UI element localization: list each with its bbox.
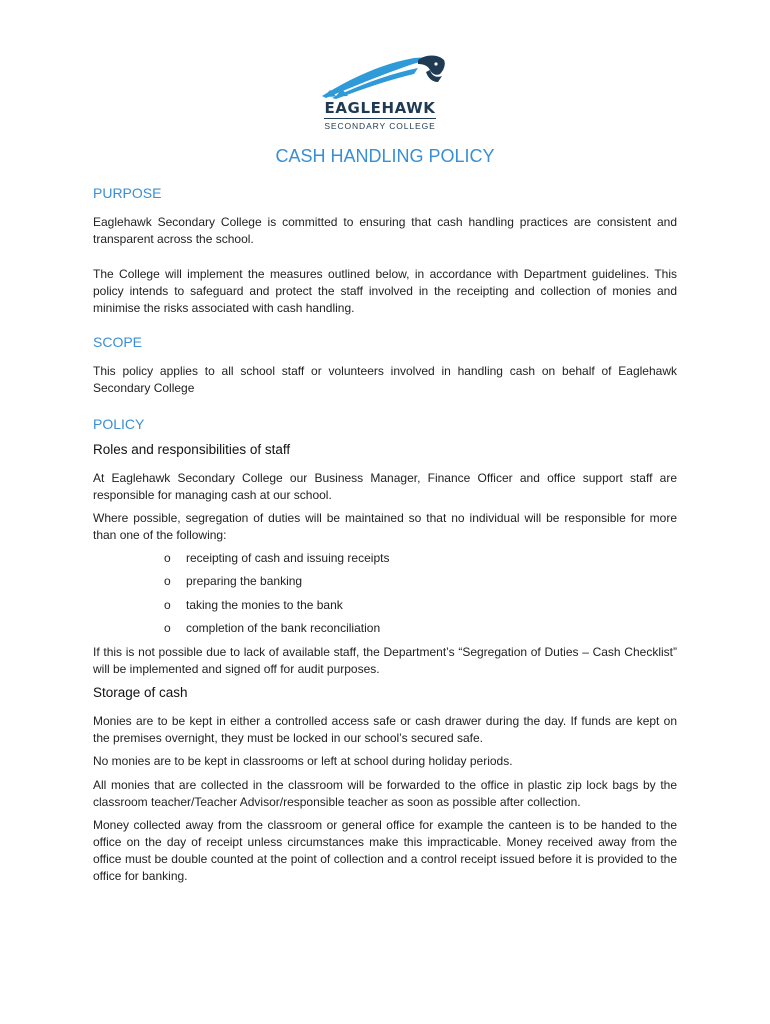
eagle-logo-icon (318, 52, 448, 102)
scope-paragraph: This policy applies to all school staff or volunteers involved in handling cash on behalf of Eaglehawk Secondary College (93, 364, 677, 395)
list-item-text: receipting of cash and issuing receipts (186, 551, 390, 565)
storage-paragraph-2: No monies are to be kept in classrooms or left at school during holiday periods. (93, 754, 513, 768)
college-logo (318, 52, 448, 134)
bullet-icon: o (164, 574, 171, 588)
storage-paragraph-1: Monies are to be kept in either a controlled access safe or cash drawer during the day. If funds are kept on the premises overnight, they must be locked in our school’s secured safe. (93, 714, 677, 745)
bullet-icon: o (164, 621, 171, 635)
storage-subheading: Storage of cash (93, 685, 188, 700)
purpose-paragraph-2: The College will implement the measures outlined below, in accordance with Department guidelines. This policy intends to safeguard and protect the staff involved in the receipting and collection of monies and minimise the risks associated with cash handling. (93, 267, 677, 315)
scope-heading: SCOPE (93, 334, 143, 350)
roles-subheading: Roles and responsibilities of staff (93, 442, 291, 457)
list-item (164, 550, 389, 567)
list-item-text: preparing the banking (186, 574, 303, 588)
roles-paragraph-3: If this is not possible due to lack of available staff, the Department’s “Segregation of Duties – Cash Checklist” will be implemented and signed off for audit purposes. (93, 645, 677, 676)
document-title: CASH HANDLING POLICY (275, 146, 495, 166)
list-item (164, 573, 302, 590)
policy-heading: POLICY (93, 416, 145, 432)
roles-paragraph-1: At Eaglehawk Secondary College our Business Manager, Finance Officer and office support staff are responsible for managing cash at our school. (93, 471, 677, 502)
bullet-icon: o (164, 598, 171, 612)
purpose-heading: PURPOSE (93, 185, 162, 201)
logo-subtitle: SECONDARY COLLEGE (324, 121, 436, 131)
purpose-paragraph-1: Eaglehawk Secondary College is committed to ensuring that cash handling practices are consistent and transparent across the school. (93, 215, 677, 246)
list-item-text: taking the monies to the bank (186, 598, 343, 612)
bullet-icon: o (164, 551, 171, 565)
logo-name: EAGLEHAWK (324, 99, 436, 117)
storage-paragraph-4: Money collected away from the classroom or general office for example the canteen is to be handed to the office on the day of receipt unless circumstances make this impracticable. Money received away from the office must be double counted at the point of collection and a control receipt issued before it is provided to the office for banking. (93, 818, 677, 883)
logo-divider (324, 118, 436, 119)
list-item (164, 620, 380, 637)
list-item (164, 597, 343, 614)
list-item-text: completion of the bank reconciliation (186, 621, 381, 635)
roles-paragraph-2: Where possible, segregation of duties will be maintained so that no individual will be responsible for more than one of the following: (93, 511, 677, 542)
storage-paragraph-3: All monies that are collected in the classroom will be forwarded to the office in plastic zip lock bags by the classroom teacher/Teacher Advisor/responsible teacher as soon as possible after collection. (93, 778, 677, 809)
